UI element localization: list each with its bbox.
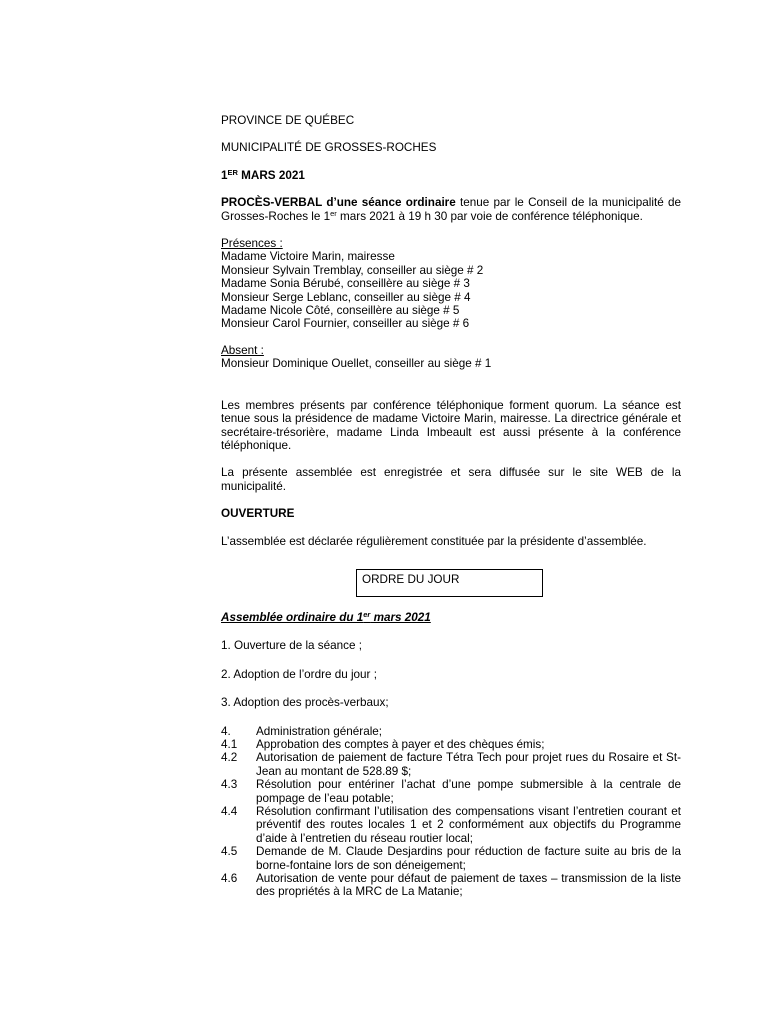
- province-line: PROVINCE DE QUÉBEC: [221, 114, 355, 127]
- agenda-row: 4.5 Demande de M. Claude Desjardins pour réduction de facture suite au bris de la borne-fontaine lors de son déneigement;: [221, 845, 681, 872]
- presences-heading: Présences :: [221, 237, 283, 251]
- presences-section: [221, 237, 681, 331]
- opening-text: L’assemblée est déclarée régulièrement constituée par la présidente d’assemblée.: [221, 534, 647, 548]
- agenda-sub-list: [221, 725, 681, 899]
- agenda-box: [356, 569, 543, 597]
- absent-member: Monsieur Dominique Ouellet, conseiller au siège # 1: [221, 357, 492, 371]
- agenda-item: 2. Adoption de l’ordre du jour ;: [221, 667, 377, 681]
- intro-paragraph: PROCÈS-VERBAL d’une séance ordinaire tenue par le Conseil de la municipalité de Grosses-Roches le 1er mars 2021 à 19 h 30 par voie de conférence téléphonique.: [221, 196, 681, 223]
- recording-paragraph: La présente assemblée est enregistrée et sera diffusée sur le site WEB de la municipalité.: [221, 466, 681, 493]
- minutes-body: [221, 114, 681, 899]
- agenda-row: 4.6 Autorisation de vente pour défaut de paiement de taxes – transmission de la liste des propriétés à la MRC de La Matanie;: [221, 872, 681, 899]
- agenda-row: 4.1 Approbation des comptes à payer et des chèques émis;: [221, 737, 545, 751]
- agenda-title: Assemblée ordinaire du 1er mars 2021: [221, 609, 431, 624]
- opening-heading: OUVERTURE: [221, 507, 295, 521]
- presence-member: Monsieur Sylvain Tremblay, conseiller au siège # 2: [221, 263, 484, 277]
- agenda-box-label: ORDRE DU JOUR: [362, 572, 460, 586]
- agenda-row: 4.4 Résolution confirmant l’utilisation des compensations visant l’entretien courant et préventif des routes locales 1 et 2 conformément aux objectifs du Programme d’aide à l’entretien du réseau routier local;: [221, 805, 681, 845]
- absent-section: [221, 344, 681, 371]
- presence-member: Madame Nicole Côté, conseillère au siège # 5: [221, 304, 460, 318]
- presence-member: Madame Victoire Marin, mairesse: [221, 250, 395, 264]
- presence-member: Monsieur Carol Fournier, conseiller au siège # 6: [221, 317, 470, 331]
- municipality-line: MUNICIPALITÉ DE GROSSES-ROCHES: [221, 141, 437, 155]
- absent-heading: Absent :: [221, 343, 264, 357]
- agenda-item: 3. Adoption des procès-verbaux;: [221, 696, 389, 710]
- agenda-row: 4.2 Autorisation de paiement de facture Tétra Tech pour projet rues du Rosaire et St-Jean au montant de 528.89 $;: [221, 751, 681, 778]
- presence-member: Madame Sonia Bérubé, conseillère au siège # 3: [221, 277, 470, 291]
- intro-bold: PROCÈS-VERBAL d’une séance ordinaire: [221, 196, 456, 210]
- agenda-row: 4.3 Résolution pour entériner l’achat d’une pompe submersible à la centrale de pompage de l’eau potable;: [221, 778, 681, 805]
- meeting-date: 1ER MARS 2021: [221, 167, 305, 182]
- agenda-row: 4. Administration générale;: [221, 724, 383, 738]
- agenda-numbered-list: [221, 639, 681, 709]
- quorum-paragraph: Les membres présents par conférence téléphonique forment quorum. La séance est tenue sous la présidence de madame Victoire Marin, mairesse. La directrice générale et secrétaire-trésorière, madame Linda Imbeault est aussi présente à la conférence téléphonique.: [221, 398, 681, 452]
- presence-member: Monsieur Serge Leblanc, conseiller au siège # 4: [221, 290, 471, 304]
- agenda-item: 1. Ouverture de la séance ;: [221, 639, 362, 653]
